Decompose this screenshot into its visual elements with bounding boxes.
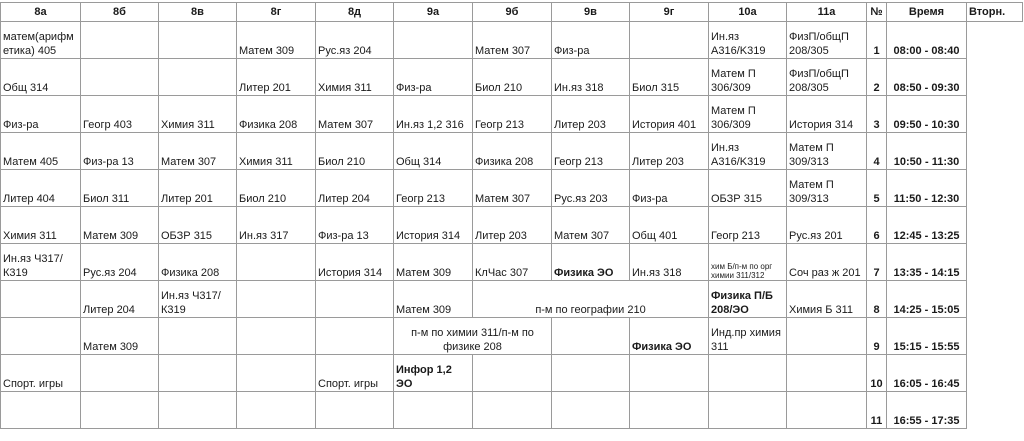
table-cell: Биол 311 <box>81 170 159 207</box>
table-cell: История 401 <box>630 96 709 133</box>
table-cell <box>237 281 316 318</box>
table-cell: Литер 203 <box>630 133 709 170</box>
table-cell <box>709 355 787 392</box>
table-cell-merged: п-м по географии 210 <box>473 281 709 318</box>
lesson-number: 1 <box>867 22 887 59</box>
table-cell <box>159 318 237 355</box>
lesson-number: 10 <box>867 355 887 392</box>
table-cell <box>709 244 787 281</box>
table-cell: Матем 405 <box>1 133 81 170</box>
table-cell: Ин.яз A316/K319 <box>709 22 787 59</box>
table-cell: Химия 311 <box>316 59 394 96</box>
table-cell <box>552 318 630 355</box>
table-cell <box>787 392 867 429</box>
table-cell: Общ 401 <box>630 207 709 244</box>
table-cell: Рус.яз 203 <box>552 170 630 207</box>
table-cell: Матем 307 <box>473 170 552 207</box>
table-cell: Физика ЭО <box>552 244 630 281</box>
table-cell <box>237 318 316 355</box>
table-cell: Ин.яз Ч317/К319 <box>159 281 237 318</box>
table-cell: Спорт. игры <box>1 355 81 392</box>
table-cell <box>1 281 81 318</box>
table-cell: Общ 314 <box>1 59 81 96</box>
table-row <box>1 281 1023 318</box>
table-cell <box>787 355 867 392</box>
table-cell: Химия 311 <box>237 133 316 170</box>
table-cell: Геогр 213 <box>394 170 473 207</box>
table-cell: Ин.яз A316/K319 <box>709 133 787 170</box>
table-cell: Матем 307 <box>473 22 552 59</box>
table-cell: Химия 311 <box>159 96 237 133</box>
table-cell: Матем 309 <box>394 244 473 281</box>
table-cell: Химия Б 311 <box>787 281 867 318</box>
table-cell: Физ-ра <box>1 96 81 133</box>
lesson-time: 16:05 - 16:45 <box>887 355 967 392</box>
table-cell: Физика 208 <box>237 96 316 133</box>
table-cell: Матем П 306/309 <box>709 96 787 133</box>
lesson-time: 13:35 - 14:15 <box>887 244 967 281</box>
table-cell <box>630 22 709 59</box>
lesson-number: 11 <box>867 392 887 429</box>
col-header-9a: 9а <box>394 3 473 22</box>
table-cell <box>316 318 394 355</box>
table-row <box>1 96 1023 133</box>
col-header-8d: 8д <box>316 3 394 22</box>
table-cell: Литер 203 <box>473 207 552 244</box>
lesson-number: 2 <box>867 59 887 96</box>
table-cell: Физика П/Б 208/ЭО <box>709 281 787 318</box>
table-cell: История 314 <box>787 96 867 133</box>
table-cell: Биол 210 <box>473 59 552 96</box>
table-cell: Геогр 213 <box>709 207 787 244</box>
lesson-time: 12:45 - 13:25 <box>887 207 967 244</box>
table-cell: Геогр 213 <box>473 96 552 133</box>
table-cell: Соч раз ж 201 <box>787 244 867 281</box>
table-cell: ФизП/общП 208/305 <box>787 22 867 59</box>
table-cell <box>394 22 473 59</box>
table-cell: Физ-ра <box>630 170 709 207</box>
table-cell: Ин.яз 317 <box>237 207 316 244</box>
table-cell: Литер 201 <box>159 170 237 207</box>
col-header-9g: 9г <box>630 3 709 22</box>
table-row <box>1 170 1023 207</box>
table-cell <box>159 22 237 59</box>
col-header-8v: 8в <box>159 3 237 22</box>
table-cell <box>81 22 159 59</box>
table-cell <box>81 392 159 429</box>
header-row <box>1 3 1023 22</box>
table-cell <box>630 355 709 392</box>
table-cell: Матем 307 <box>552 207 630 244</box>
table-cell: Матем 309 <box>394 281 473 318</box>
table-cell: Химия 311 <box>1 207 81 244</box>
table-cell <box>1 318 81 355</box>
lesson-number: 4 <box>867 133 887 170</box>
table-cell <box>552 355 630 392</box>
col-header-11a: 11а <box>787 3 867 22</box>
lesson-number: 8 <box>867 281 887 318</box>
table-cell: Биол 315 <box>630 59 709 96</box>
table-cell: Матем П 309/313 <box>787 133 867 170</box>
table-cell: Биол 210 <box>237 170 316 207</box>
lesson-time: 15:15 - 15:55 <box>887 318 967 355</box>
table-cell: Геогр 403 <box>81 96 159 133</box>
schedule-table <box>0 2 1023 429</box>
col-header-10a: 10а <box>709 3 787 22</box>
table-cell <box>473 392 552 429</box>
lesson-time: 08:50 - 09:30 <box>887 59 967 96</box>
table-cell: Физ-ра <box>394 59 473 96</box>
table-cell <box>159 392 237 429</box>
col-header-number: № <box>867 3 887 22</box>
col-header-8a: 8а <box>1 3 81 22</box>
lesson-number: 9 <box>867 318 887 355</box>
table-row <box>1 207 1023 244</box>
table-cell: Общ 314 <box>394 133 473 170</box>
table-cell: Ин.яз 318 <box>552 59 630 96</box>
table-cell: Биол 210 <box>316 133 394 170</box>
table-row <box>1 59 1023 96</box>
table-cell: ОБЗР 315 <box>159 207 237 244</box>
table-cell: Ин.яз 1,2 316 <box>394 96 473 133</box>
table-cell <box>159 355 237 392</box>
table-cell <box>237 244 316 281</box>
col-header-8b: 8б <box>81 3 159 22</box>
table-row <box>1 133 1023 170</box>
table-cell <box>81 59 159 96</box>
col-header-8g: 8г <box>237 3 316 22</box>
table-cell: Геогр 213 <box>552 133 630 170</box>
table-cell: Физ-ра 13 <box>81 133 159 170</box>
table-row <box>1 318 1023 355</box>
table-cell <box>473 355 552 392</box>
table-cell-merged: п-м по химии 311/п-м по физике 208 <box>394 318 552 355</box>
table-cell: Матем 309 <box>81 318 159 355</box>
table-cell: Матем 307 <box>159 133 237 170</box>
table-cell: матем(арифметика) 405 <box>1 22 81 59</box>
table-cell: История 314 <box>316 244 394 281</box>
lesson-number: 5 <box>867 170 887 207</box>
table-cell: Матем П 309/313 <box>787 170 867 207</box>
lesson-time: 10:50 - 11:30 <box>887 133 967 170</box>
table-row <box>1 392 1023 429</box>
table-cell: Физ-ра 13 <box>316 207 394 244</box>
table-cell: Матем П 306/309 <box>709 59 787 96</box>
table-cell <box>316 281 394 318</box>
table-cell <box>159 59 237 96</box>
col-header-9v: 9в <box>552 3 630 22</box>
table-cell <box>316 392 394 429</box>
lesson-time: 11:50 - 12:30 <box>887 170 967 207</box>
table-cell <box>630 392 709 429</box>
col-header-time: Время <box>887 3 967 22</box>
table-cell: КлЧас 307 <box>473 244 552 281</box>
table-cell <box>81 355 159 392</box>
table-cell: Матем 309 <box>81 207 159 244</box>
table-cell: ОБЗР 315 <box>709 170 787 207</box>
lesson-number: 6 <box>867 207 887 244</box>
table-cell: История 314 <box>394 207 473 244</box>
table-cell <box>787 318 867 355</box>
small-cell-text: хим Б/п-м по орг химии 311/312 <box>711 262 773 280</box>
lesson-number: 3 <box>867 96 887 133</box>
table-cell: Матем 309 <box>237 22 316 59</box>
lesson-time: 14:25 - 15:05 <box>887 281 967 318</box>
col-header-9b: 9б <box>473 3 552 22</box>
table-cell: Ин.яз 318 <box>630 244 709 281</box>
table-cell: Матем 307 <box>316 96 394 133</box>
table-cell: Ин.яз Ч317/К319 <box>1 244 81 281</box>
table-cell: Литер 201 <box>237 59 316 96</box>
table-cell <box>394 392 473 429</box>
table-cell: Физика ЭО <box>630 318 709 355</box>
table-cell: Рус.яз 204 <box>316 22 394 59</box>
table-cell: Физика 208 <box>473 133 552 170</box>
table-cell <box>552 392 630 429</box>
table-cell <box>709 392 787 429</box>
table-cell: Литер 404 <box>1 170 81 207</box>
table-cell <box>237 392 316 429</box>
table-cell: Физ-ра <box>552 22 630 59</box>
table-row <box>1 355 1023 392</box>
lesson-time: 16:55 - 17:35 <box>887 392 967 429</box>
table-cell <box>237 355 316 392</box>
table-cell: Литер 204 <box>316 170 394 207</box>
table-cell: Рус.яз 204 <box>81 244 159 281</box>
lesson-time: 08:00 - 08:40 <box>887 22 967 59</box>
lesson-number: 7 <box>867 244 887 281</box>
table-cell: Литер 203 <box>552 96 630 133</box>
table-cell: Физика 208 <box>159 244 237 281</box>
day-label: Вторн. <box>967 3 1023 22</box>
table-cell: Инфор 1,2 ЭО <box>394 355 473 392</box>
table-cell <box>1 392 81 429</box>
table-cell: Литер 204 <box>81 281 159 318</box>
table-row <box>1 244 1023 281</box>
table-row <box>1 22 1023 59</box>
table-cell: Рус.яз 201 <box>787 207 867 244</box>
table-cell: Спорт. игры <box>316 355 394 392</box>
table-cell: ФизП/общП 208/305 <box>787 59 867 96</box>
lesson-time: 09:50 - 10:30 <box>887 96 967 133</box>
table-cell: Инд.пр химия 311 <box>709 318 787 355</box>
